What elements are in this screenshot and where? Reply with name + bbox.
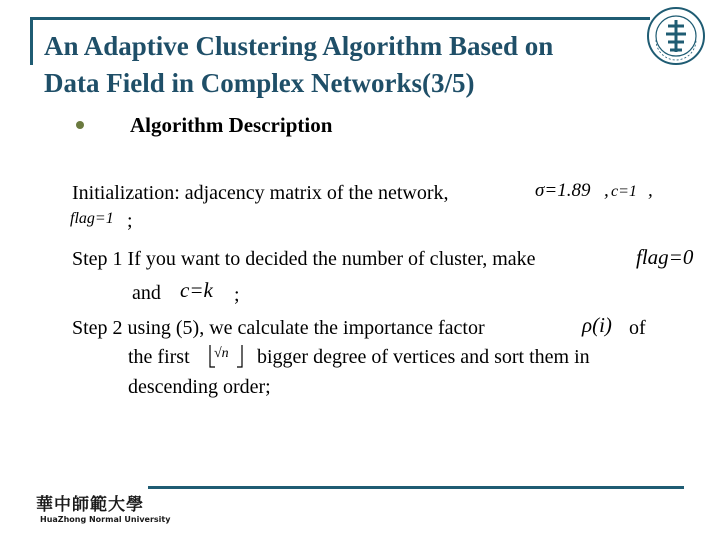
step2-sqrt: √n (214, 346, 229, 361)
university-seal-icon (646, 6, 706, 66)
slide-title (44, 28, 664, 102)
step2-first: the first (128, 346, 190, 368)
title-frame-left (30, 17, 33, 65)
footer-university-cn: 華中師範大學 (36, 495, 144, 515)
footer-university-en: HuaZhong Normal University (40, 515, 171, 524)
init-end: ; (127, 210, 133, 232)
init-c: c=1 (611, 183, 637, 200)
step2-text: Step 2 using (5), we calculate the importance factor (72, 317, 485, 339)
bullet-dot-icon (76, 121, 84, 129)
step2-of: of (629, 317, 646, 339)
step1-end: ; (234, 284, 240, 306)
floor-bracket-icon (206, 343, 252, 369)
section-heading: Algorithm Description (130, 113, 333, 137)
step1-and: and (132, 282, 161, 304)
footer-rule (148, 486, 684, 489)
step1-flag: flag=0 (636, 245, 694, 269)
init-flag: flag=1 (70, 210, 114, 227)
title-line-1: An Adaptive Clustering Algorithm Based on (44, 31, 554, 61)
step2-rho: ρ(i) (582, 313, 612, 337)
step1-ck: c=k (180, 278, 213, 302)
step2-line3: descending order; (128, 376, 271, 398)
title-frame-top (30, 17, 650, 20)
step1-text: Step 1 If you want to decided the number of cluster, make (72, 248, 536, 270)
init-comma-1: , (604, 180, 609, 201)
title-line-2: Data Field in Complex Networks(3/5) (44, 68, 475, 98)
init-comma-2: , (648, 180, 653, 201)
init-text: Initialization: adjacency matrix of the network, (72, 182, 449, 204)
step2-rest: bigger degree of vertices and sort them in (257, 346, 590, 368)
init-sigma: σ=1.89 (535, 180, 591, 201)
